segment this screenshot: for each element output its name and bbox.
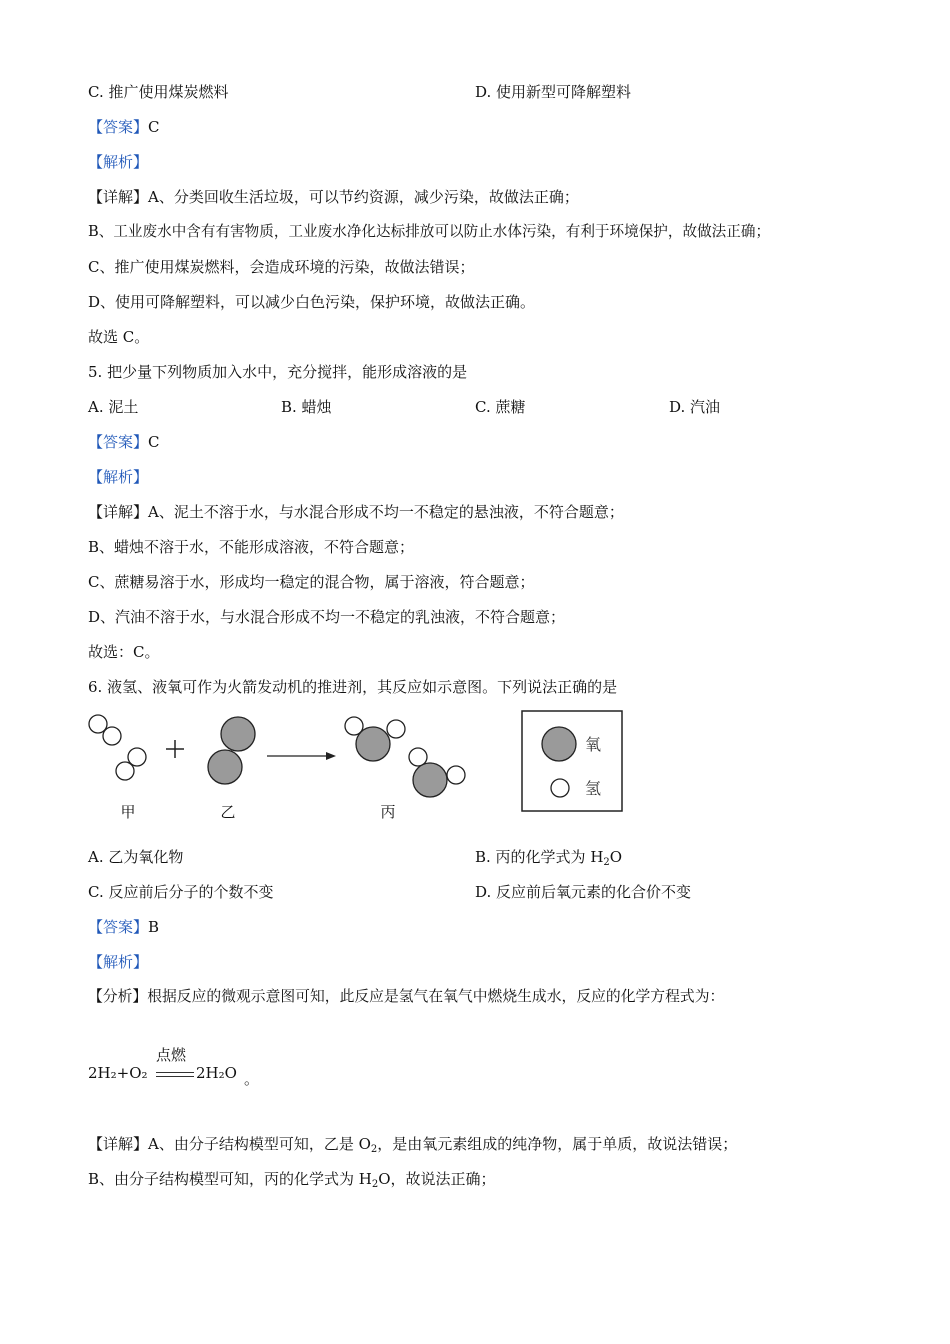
equation-left: 2H₂+O₂ [88,1064,148,1082]
q5-conclusion: 故选：C。 [88,643,160,661]
fenxi-tag: 【分析】 [88,988,148,1005]
answer-value: C [148,118,160,136]
hydrogen-atom-icon [387,720,405,738]
equation-right: 2H₂O [196,1064,237,1082]
q6-detail-b [88,1169,496,1195]
q4-detail-b: B、工业废水中含有有害物质，工业废水净化达标排放可以防止水体污染，有利于环境保护，故做法正确； [88,223,771,240]
q6-answer [88,917,159,937]
q5-stem: 5. 把少量下列物质加入水中，充分搅拌，能形成溶液的是 [88,363,468,381]
q5-detail-d: D、汽油不溶于水，与水混合形成不均一不稳定的乳浊液，不符合题意； [88,608,566,626]
legend-oxygen-label: 氧 [585,735,602,754]
detail-tag: 【详解】 [88,188,149,206]
q6-detail-a [88,1134,737,1160]
q5-answer [88,432,160,452]
label-yi: 乙 [220,803,236,821]
oxygen-atom-icon [356,727,390,761]
q5-detail-c: C、蔗糖易溶于水，形成均一稳定的混合物，属于溶液，符合题意； [88,573,535,591]
q5-option-b: B. 蜡烛 [281,398,332,416]
q6-option-a: A. 乙为氧化物 [88,848,184,866]
answer-tag: 【答案】 [88,433,149,451]
equation-condition: 点燃 [156,1046,187,1064]
reaction-diagram [80,705,640,835]
q6-option-d: D. 反应前后氧元素的化合价不变 [475,883,692,901]
q6-fenxi [88,987,724,1007]
answer-tag: 【答案】 [88,118,149,136]
hydrogen-atom-icon [103,727,121,745]
option-text: O [609,848,623,866]
q4-answer [88,117,160,137]
oxygen-atom-icon [542,727,576,761]
q6-analysis-tag: 【解析】 [88,953,149,971]
oxygen-atom-icon [221,717,255,751]
subscript: 2 [371,1179,379,1190]
detail-text: B、由分子结构模型可知，丙的化学式为 H [88,1170,372,1188]
q6-option-c: C. 反应前后分子的个数不变 [88,883,274,901]
hydrogen-atom-icon [447,766,465,784]
chemical-equation [88,1044,288,1094]
molecule-jia [89,715,146,780]
detail-text: A、由分子结构模型可知，乙是 O [148,1135,371,1153]
q4-option-d: D. 使用新型可降解塑料 [475,83,632,101]
molecule-yi [208,717,255,784]
oxygen-atom-icon [413,763,447,797]
label-jia: 甲 [120,803,136,821]
molecule-bing [345,717,465,797]
answer-value: C [148,433,160,451]
answer-tag: 【答案】 [88,918,149,936]
q5-detail-a [88,502,624,522]
legend [522,711,622,811]
q4-analysis-tag: 【解析】 [88,153,149,171]
subscript: 2 [370,1144,378,1155]
q4-conclusion: 故选 C。 [88,328,150,346]
q4-detail-d: D、使用可降解塑料，可以减少白色污染，保护环境，故做法正确。 [88,293,536,311]
hydrogen-atom-icon [551,779,569,797]
q4-detail-a [88,187,579,207]
equation-equals-icon [156,1072,194,1077]
q4-detail-c: C、推广使用煤炭燃料，会造成环境的污染，故做法错误； [88,258,475,276]
subscript: 2 [603,857,610,868]
q5-detail-b: B、蜡烛不溶于水，不能形成溶液，不符合题意； [88,538,415,556]
reaction-arrow-icon [267,752,336,760]
detail-tag: 【详解】 [88,1135,149,1153]
fenxi-text: 根据反应的微观示意图可知，此反应是氢气在氧气中燃烧生成水，反应的化学方程式为： [147,988,725,1005]
detail-text: A、泥土不溶于水，与水混合形成不均一不稳定的悬浊液，不符合题意； [148,503,624,521]
detail-text: A、分类回收生活垃圾，可以节约资源，减少污染，故做法正确； [148,188,579,206]
hydrogen-atom-icon [116,762,134,780]
q5-option-a: A. 泥土 [88,398,139,416]
detail-text: ，是由氧元素组成的纯净物，属于单质，故说法错误； [377,1135,738,1153]
plus-icon [166,740,184,758]
equation-end: 。 [244,1070,260,1088]
legend-hydrogen-label: 氢 [585,779,602,798]
q6-option-b [475,847,622,873]
option-text: B. 丙的化学式为 H [475,848,604,866]
label-bing: 丙 [380,803,396,821]
q4-option-c: C. 推广使用煤炭燃料 [88,83,229,101]
detail-tag: 【详解】 [88,503,149,521]
q6-stem: 6. 液氢、液氧可作为火箭发动机的推进剂，其反应如示意图。下列说法正确的是 [88,678,618,696]
oxygen-atom-icon [208,750,242,784]
answer-value: B [148,918,160,936]
q5-option-d: D. 汽油 [669,398,721,416]
q5-analysis-tag: 【解析】 [88,468,149,486]
detail-text: O，故说法正确； [378,1170,496,1188]
q5-option-c: C. 蔗糖 [475,398,526,416]
